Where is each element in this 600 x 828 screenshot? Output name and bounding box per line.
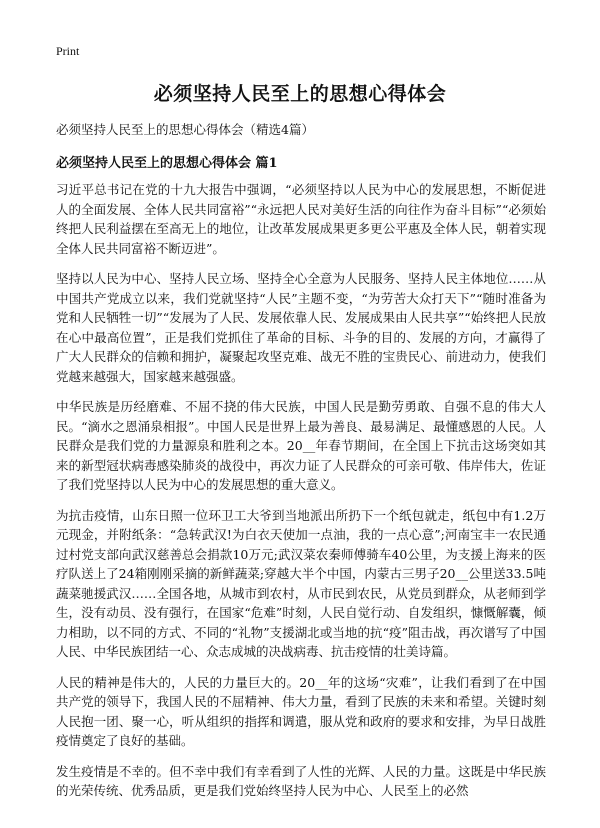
section-heading: 必须坚持人民至上的思想心得体会 篇1 <box>56 156 278 171</box>
paragraph-1: 习近平总书记在党的十九大报告中强调，“必须坚持以人民为中心的发展思想，不断促进人的全面发展、全体人民共同富裕”“永远把人民对美好生活的向往作为奋斗目标”“必须始终把人民利益摆在至高无上的地位，让改革发展成果更多更公平惠及全体人民，朝着实现全体人民共同富裕不断迈进”。 <box>56 182 546 256</box>
paragraph-2: 坚持以人民为中心、坚持人民立场、坚持全心全意为人民服务、坚持人民主体地位……从中国共产党成立以来，我们党就坚持“人民”主题不变，“为劳苦大众打天下”“随时准备为党和人民牺牲一切”“发展为了人民、发展依靠人民、发展成果由人民共享”“始终把人民放在心中最高位置”，正是我们党抓住了革命的目标、斗争的目的、发展的方向，才赢得了广大人民群众的信赖和拥护，凝聚起攻坚克难、战无不胜的宝贵民心、前进动力，使我们党越来越强大，国家越来越强盛。 <box>56 271 546 384</box>
article-body <box>56 180 546 812</box>
paragraph-6: 发生疫情是不幸的。但不幸中我们有幸看到了人性的光辉、人民的力量。这既是中华民族的光荣传统、优秀品质，更是我们党始终坚持人民为中心、人民至上的必然 <box>56 763 546 798</box>
document-title: 必须坚持人民至上的思想心得体会 <box>153 83 447 105</box>
document-subtitle: 必须坚持人民至上的思想心得体会（精选4篇） <box>56 122 314 137</box>
paragraph-3: 中华民族是历经磨难、不屈不挠的伟大民族，中国人民是勤劳勇敢、自强不息的伟大人民。“滴水之恩涌泉相报”。中国人民是世界上最为善良、最易满足、最懂感恩的人民。人民群众是我们党的力量源泉和胜利之本。20__年春节期间，在全国上下抗击这场突如其来的新型冠状病毒感染肺炎的战役中，再次力证了人民群众的可亲可敬、伟岸伟大，佐证了我们党坚持以人民为中心的发展思想的重大意义。 <box>56 399 546 492</box>
paragraph-5: 人民的精神是伟大的，人民的力量巨大的。20__年的这场“灾难”，让我们看到了在中国共产党的领导下，我国人民的不屈精神、伟大力量，看到了民族的未来和希望。关键时刻人民抱一团、聚一心，听从组织的指挥和调遣，服从党和政府的要求和安排，为早日战胜疫情奠定了良好的基础。 <box>56 674 546 748</box>
paragraph-4: 为抗击疫情，山东日照一位环卫工大爷到当地派出所扔下一个纸包就走，纸包中有1.2万元现金，并附纸条：“急转武汉!为白衣天使加一点油，我的一点心意”;河南宝丰一农民通过村党支部向武汉慈善总会捐款10万元;武汉菜农秦师傅骑车40公里，为支援上海来的医疗队送上了24箱刚刚采摘的新鲜蔬菜;穿越大半个中国，内蒙古三男子20__公里送33.5吨蔬菜驰援武汉……全国各地，从城市到农村，从市民到农民，从党员到群众，从老师到学生，没有动员、没有强行，在国家“危难”时刻，人民自觉行动、自发组织，慷慨解囊，倾力相助，以不同的方式、不同的“礼物”支援湖北或当地的抗“疫”阻击战，再次谱写了中国人民、中华民族团结一心、众志成城的决战病毒、抗击疫情的壮美诗篇。 <box>56 507 546 659</box>
print-link[interactable]: Print <box>56 44 80 58</box>
